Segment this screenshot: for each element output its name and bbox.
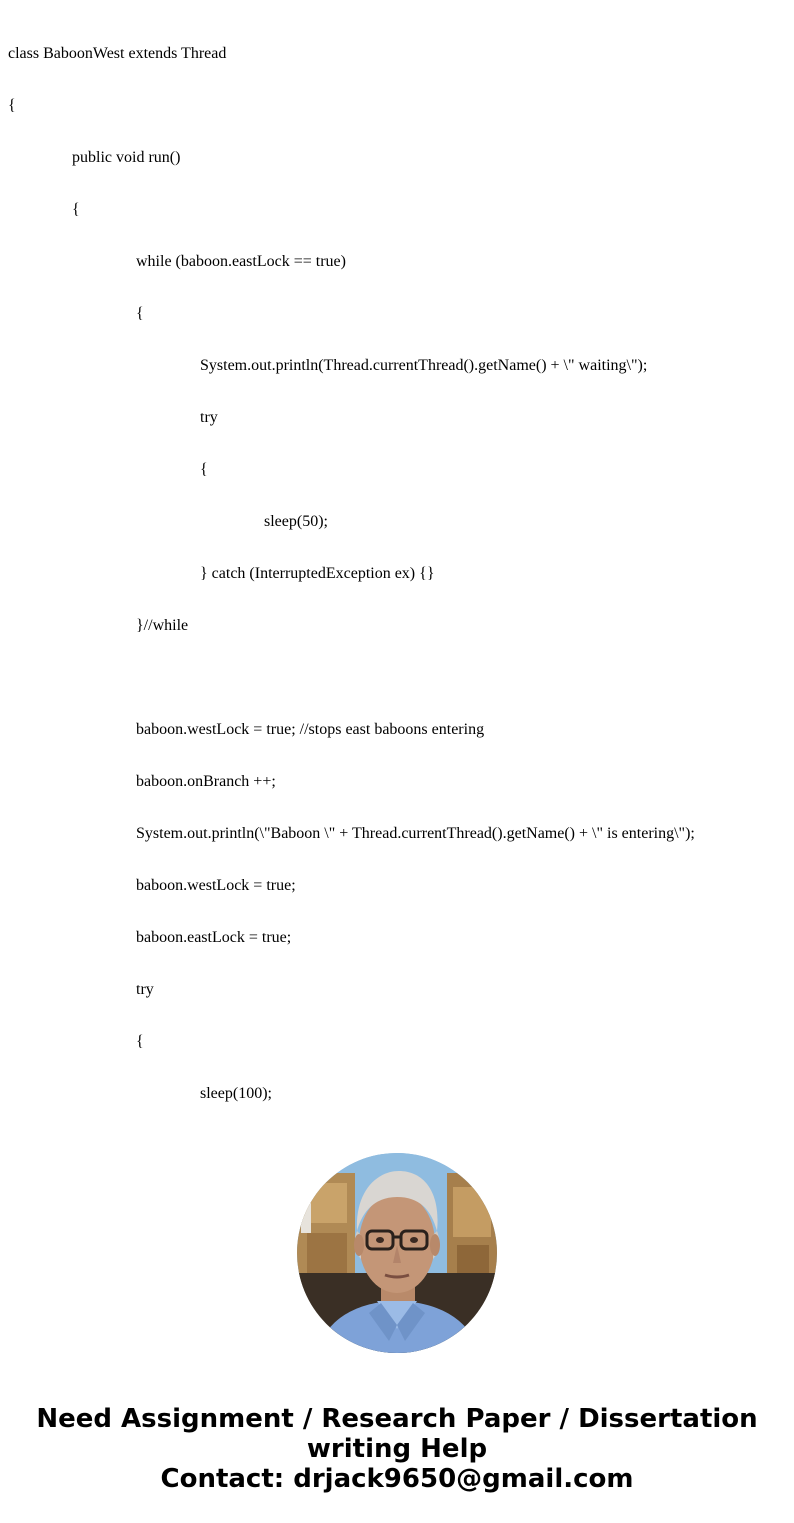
code-line-class-declaration: class BaboonWest extends Thread [8,45,227,62]
code-line-on-branch: baboon.onBranch ++; [136,773,276,790]
code-line-try-open-brace: { [200,461,208,478]
author-avatar [297,1153,497,1353]
code-line-catch: } catch (InterruptedException ex) {} [200,565,435,582]
code-line-run-method: public void run() [72,149,181,166]
code-line-while-close: }//while [136,617,189,634]
code-line-west-lock: baboon.westLock = true; [136,877,296,894]
code-line-print-waiting: System.out.println(Thread.currentThread().getName() + \" waiting\"); [200,357,648,374]
promo-headline: Need Assignment / Research Paper / Dissertation [36,1404,758,1434]
promo-subheadline: writing Help [306,1434,488,1464]
code-line-try: try [200,409,218,426]
code-line-while: while (baboon.eastLock == true) [136,253,346,270]
avatar-portrait [297,1153,497,1353]
code-line-print-entering: System.out.println(\"Baboon \" + Thread.currentThread().getName() + \" is entering\"); [136,825,695,842]
promo-footer [0,1404,794,1494]
code-line-west-lock-comment: baboon.westLock = true; //stops east baboons entering [136,721,485,738]
contact-email: Contact: drjack9650@gmail.com [160,1464,634,1494]
code-line-try-2: try [136,981,154,998]
code-line-east-lock: baboon.eastLock = true; [136,929,292,946]
code-line-sleep-100: sleep(100); [200,1085,272,1102]
code-line-class-open-brace: { [8,97,16,114]
code-line-sleep-50: sleep(50); [264,513,328,530]
code-line-method-open-brace: { [72,201,80,218]
code-line-while-open-brace: { [136,305,144,322]
code-line-try-2-open-brace: { [136,1033,144,1050]
